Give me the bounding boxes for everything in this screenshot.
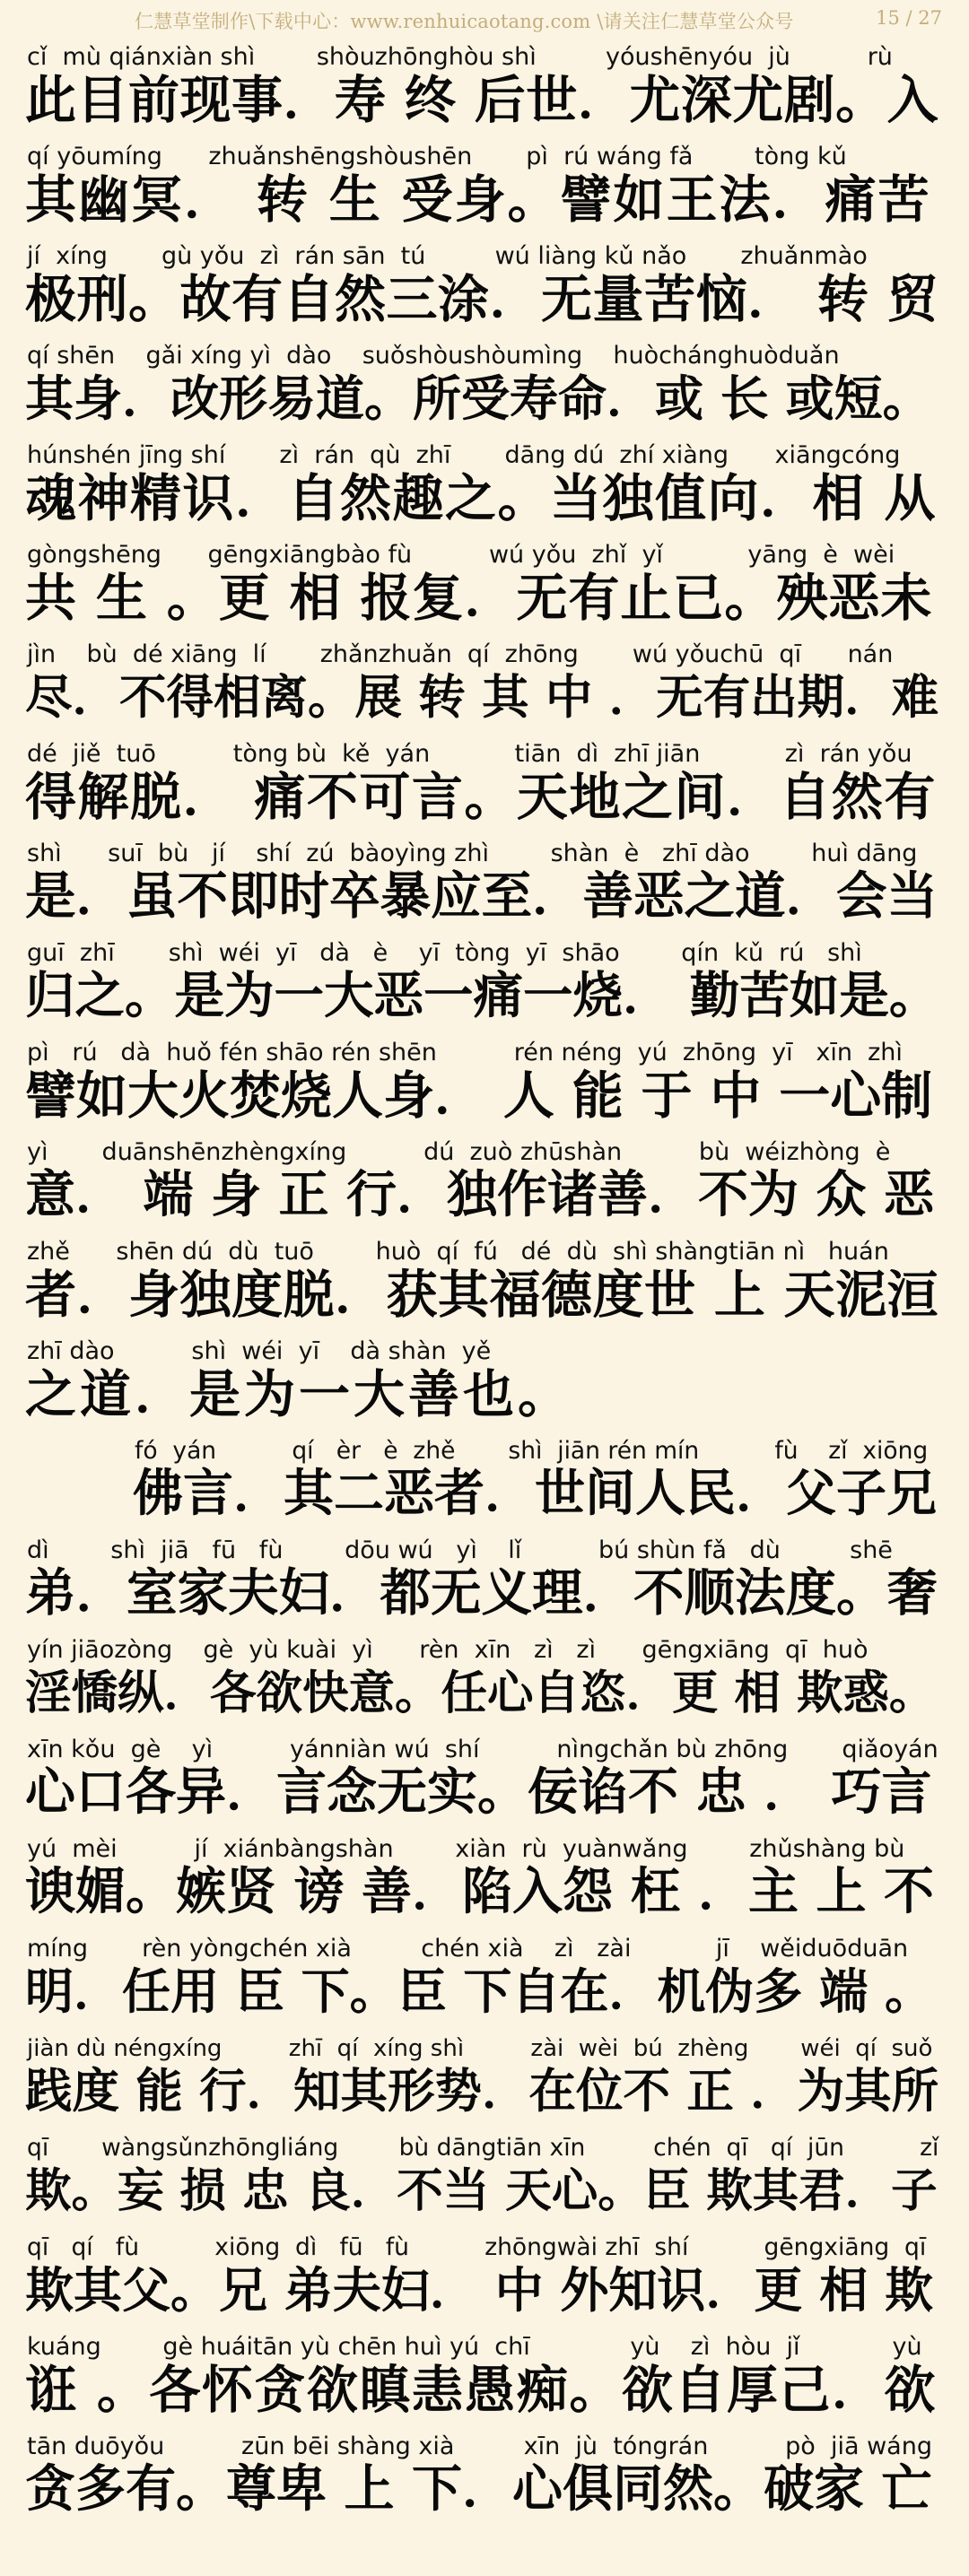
chinese-text: 意． 端 身 正 行．独作诸善．不为 众 恶 (25, 1166, 934, 1224)
chinese-text: 贪多有。尊卑 上 下．心俱同然。破家 亡 (25, 2460, 932, 2519)
text-line (0, 1135, 969, 1234)
header-title: 仁慧草堂制作\下载中心：www.renhuicaotang.com \请关注仁慧草堂公众号 (135, 11, 794, 32)
chinese-text: 此目前现事．寿 终 后世．尤深尤剧。入 (25, 71, 939, 130)
chinese-text: 心口各异．言念无实。佞谄不 忠 ． 巧言 (25, 1763, 932, 1822)
page-number: 15 / 27 (876, 7, 942, 29)
chinese-text: 譬如大火焚烧人身． 人 能 于 中 一心制 (25, 1066, 933, 1126)
pinyin-annotation: cǐ mù qiánxiàn shì shòuzhōnghòu shì yóushēnyóu jù rù (27, 43, 893, 71)
pinyin-annotation: tān duōyǒu zūn bēi shàng xià xīn jù tóngrán pò jiā wáng (27, 2432, 932, 2460)
pinyin-annotation: yú mèi jí xiánbàngshàn xiàn rù yuànwǎng zhǔshàng bù (27, 1835, 905, 1863)
text-line (0, 736, 969, 836)
text-line (0, 1632, 969, 1732)
text-line (0, 1732, 969, 1832)
pinyin-annotation: gòngshēng gēngxiāngbào fù wú yǒu zhǐ yǐ yāng è wèi (27, 541, 895, 569)
chinese-text: 极刑。故有自然三涂．无量苦恼． 转 贸 (25, 270, 939, 329)
chinese-text: 得解脱． 痛不可言。天地之间．自然有 (25, 768, 937, 827)
pinyin-annotation: jiàn dù nénɡxíng zhī qí xíng shì zài wèi bú zhèng wéi qí suǒ (27, 2035, 933, 2062)
pinyin-annotation: xīn kǒu gè yì yánniàn wú shí nìngchǎn bù zhōng qiǎoyán (27, 1736, 938, 1763)
text-line (0, 1533, 969, 1632)
pinyin-annotation: dé jiě tuō tòng bù kě yán tiān dì zhī jiān zì rán yǒu (27, 740, 912, 768)
text-line (0, 2130, 969, 2230)
page-header (0, 0, 969, 39)
text-line (0, 438, 969, 537)
pinyin-annotation: shì suī bù jí shí zú bàoyìng zhì shàn è zhī dào huì dāng (27, 840, 918, 867)
pinyin-annotation: kuáng gè huáitān yù chēn huì yú chī yù zì hòu jǐ yù (27, 2333, 922, 2361)
chinese-text: 其身．改形易道。所受寿命．或 长 或短。 (25, 370, 931, 427)
pinyin-annotation: qí yōumíng zhuǎnshēngshòushēn pì rú wáng fǎ tòng kǔ (27, 143, 847, 170)
pinyin-annotation: yì duānshēnzhèngxíng dú zuò zhūshàn bù wéizhòng è (27, 1138, 891, 1166)
chinese-text: 其幽冥． 转 生 受身。譬如王法．痛苦 (25, 170, 931, 230)
chinese-text: 谀媚。嫉贤 谤 善．陷入怨 枉 ．主 上 不 (25, 1863, 934, 1921)
pinyin-annotation: dì shì jiā fū fù dōu wú yì lǐ bú shùn fǎ dù shē (27, 1536, 893, 1564)
pinyin-annotation: zhī dào shì wéi yī dà shàn yě (27, 1337, 492, 1365)
chinese-text: 佛言．其二恶者．世间人民．父子兄 (133, 1465, 937, 1523)
text-line (0, 1035, 969, 1135)
chinese-text: 淫憍纵．各欲快意。任心自恣．更 相 欺惑。 (25, 1667, 936, 1720)
chinese-text: 魂神精识．自然趣之。当独值向．相 从 (25, 469, 937, 528)
chinese-text: 共 生 。更 相 报复．无有止已。殃恶未 (25, 569, 933, 628)
text-line (0, 1234, 969, 1334)
chinese-text: 明．任用 臣 下。臣 下自在．机伪多 端 。 (25, 1963, 933, 2020)
text-line (0, 637, 969, 736)
text-line (0, 2429, 969, 2528)
pinyin-annotation: fó yán qí èr è zhě shì jiān rén mín fù zǐ xiōng (135, 1437, 929, 1465)
pinyin-annotation: yín jiāozòng gè yù kuài yì rèn xīn zì zì gēngxiāng qī huò (27, 1636, 869, 1664)
chinese-text: 弟．室家夫妇．都无义理．不顺法度。奢 (25, 1564, 938, 1623)
pinyin-annotation: guī zhī shì wéi yī dà è yī tòng yī shāo qín kǔ rú shì (27, 939, 862, 967)
text-body (0, 39, 969, 2528)
text-line (0, 39, 969, 139)
text-line (0, 239, 969, 338)
text-line (0, 1433, 969, 1533)
text-line (0, 1931, 969, 2031)
chinese-text: 欺其父。兄 弟夫妇． 中 外知识．更 相 欺 (25, 2262, 933, 2319)
chinese-text: 欺。妄 损 忠 良．不当 天心。臣 欺其君．子 (25, 2164, 938, 2218)
text-line (0, 1832, 969, 1931)
pinyin-annotation: míng rèn yòngchén xià chén xià zì zài jī wěiduōduān (27, 1935, 909, 1962)
text-line (0, 2230, 969, 2329)
chinese-text: 之道．是为一大善也。 (25, 1365, 572, 1424)
text-line (0, 2031, 969, 2130)
pinyin-annotation: pì rú dà huǒ fén shāo rén shēn rén néng yú zhōng yī xīn zhì (27, 1039, 903, 1066)
text-line (0, 139, 969, 239)
text-line (0, 2329, 969, 2429)
pinyin-annotation: jìn bù dé xiāng lí zhǎnzhuǎn qí zhōng wú yǒuchū qī nán (27, 640, 894, 668)
chinese-text: 者．身独度脱．获其福德度世 上 天泥洹 (25, 1266, 939, 1325)
text-line (0, 338, 969, 438)
chinese-text: 践度 能 行．知其形势．在位不 正 ．为其所 (25, 2064, 939, 2119)
pinyin-annotation: jí xíng gù yǒu zì rán sān tú wú liàng kǔ nǎo zhuǎnmào (27, 242, 868, 270)
chinese-text: 尽．不得相离。展 转 其 中 ．无有出期．难 (25, 670, 939, 725)
text-line (0, 836, 969, 936)
text-line (0, 936, 969, 1035)
chinese-text: 归之。是为一大恶一痛一烧． 勤苦如是。 (25, 967, 939, 1025)
pinyin-annotation: húnshén jīng shí zì rán qù zhī dāng dú zhí xiàng xiāngcóng (27, 441, 901, 469)
pinyin-annotation: qí shēn gǎi xíng yì dào suǒshòushòumìng huòchánghuòduǎn (27, 342, 840, 370)
chinese-text: 诳 。各怀贪欲瞋恚愚痴。欲自厚己．欲 (25, 2361, 937, 2420)
text-line (0, 1334, 969, 1433)
pinyin-annotation: qī wàngsǔnzhōngliáng bù dāngtiān xīn chén qī qí jūn zǐ (27, 2134, 939, 2162)
chinese-text: 是．虽不即时卒暴应至．善恶之道．会当 (25, 867, 938, 926)
pinyin-annotation: qī qí fù xiōng dì fū fù zhōngwài zhī shí gēngxiāng qī (27, 2233, 927, 2261)
text-line (0, 537, 969, 637)
pinyin-annotation: zhě shēn dú dù tuō huò qí fú dé dù shì shàngtiān nì huán (27, 1238, 889, 1266)
